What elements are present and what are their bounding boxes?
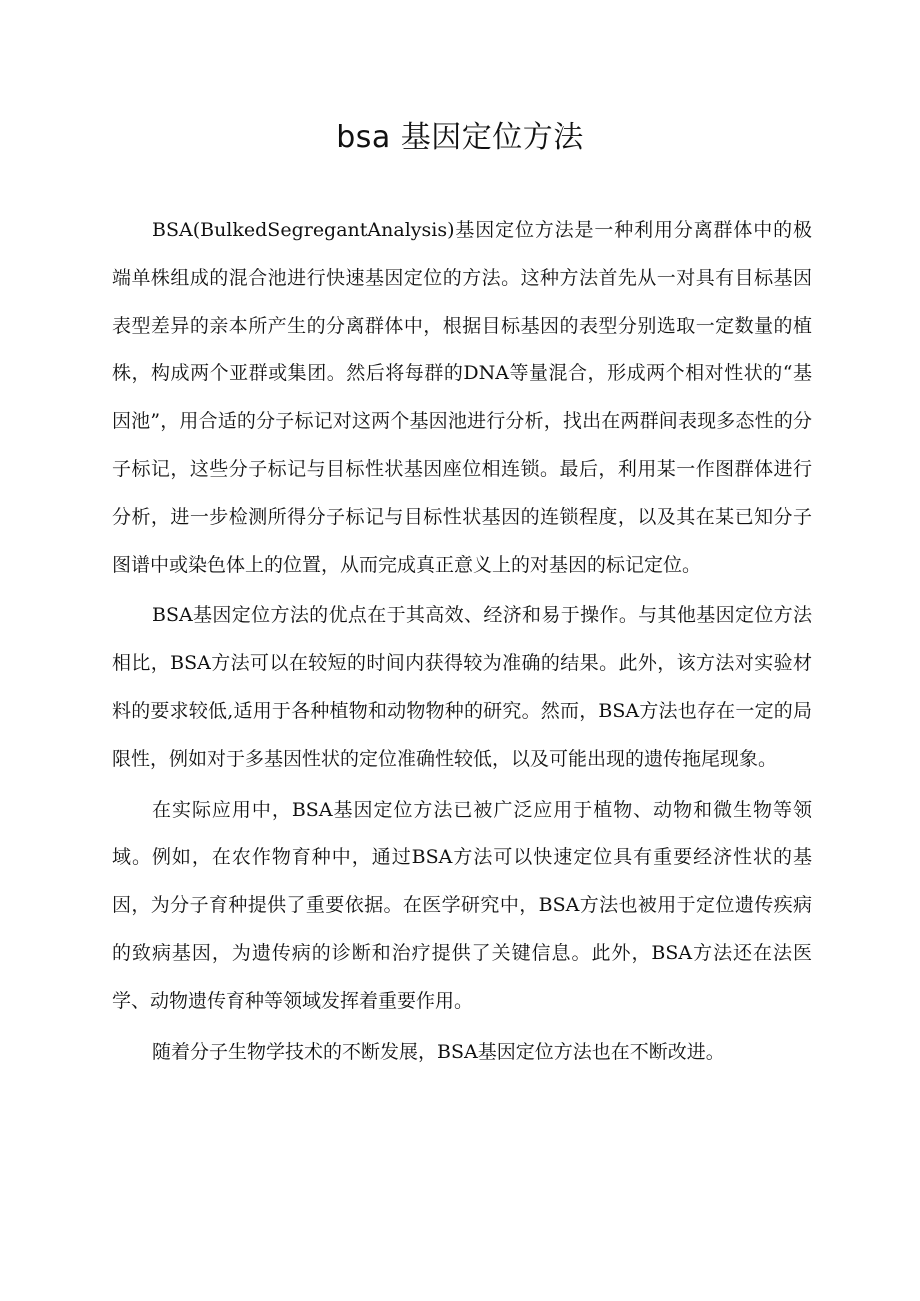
paragraph-outlook: 随着分子生物学技术的不断发展，BSA基因定位方法也在不断改进。 [152,1040,725,1063]
document-body [112,207,812,1079]
paragraph-intro: BSA(BulkedSegregantAnalysis)基因定位方法是一种利用分离群体中的极端单株组成的混合池进行快速基因定位的方法。这种方法首先从一对具有目标基因表型差异的亲本所产生的分离群体中，根据目标基因的表型分别选取一定数量的植株，构成两个亚群或集团。然后将每群的DNA等量混合，形成两个相对性状的“基因池”，用合适的分子标记对这两个基因池进行分析，找出在两群间表现多态性的分子标记，这些分子标记与目标性状基因座位相连锁。最后，利用某一作图群体进行分析，进一步检测所得分子标记与目标性状基因的连锁程度，以及其在某已知分子图谱中或染色体上的位置，从而完成真正意义上的对基因的标记定位。 [112,219,812,576]
paragraph-applications: 在实际应用中，BSA基因定位方法已被广泛应用于植物、动物和微生物等领域。例如，在农作物育种中，通过BSA方法可以快速定位具有重要经济性状的基因，为分子育种提供了重要依据。在医学研究中，BSA方法也被用于定位遗传疾病的致病基因，为遗传病的诊断和治疗提供了关键信息。此外，BSA方法还在法医学、动物遗传育种等领域发挥着重要作用。 [112,798,812,1012]
document-title: bsa 基因定位方法 [336,120,584,155]
paragraph-advantages: BSA基因定位方法的优点在于其高效、经济和易于操作。与其他基因定位方法相比，BSA方法可以在较短的时间内获得较为准确的结果。此外，该方法对实验材料的要求较低,适用于各种植物和动物物种的研究。然而，BSA方法也存在一定的局限性，例如对于多基因性状的定位准确性较低，以及可能出现的遗传拖尾现象。 [112,604,812,770]
